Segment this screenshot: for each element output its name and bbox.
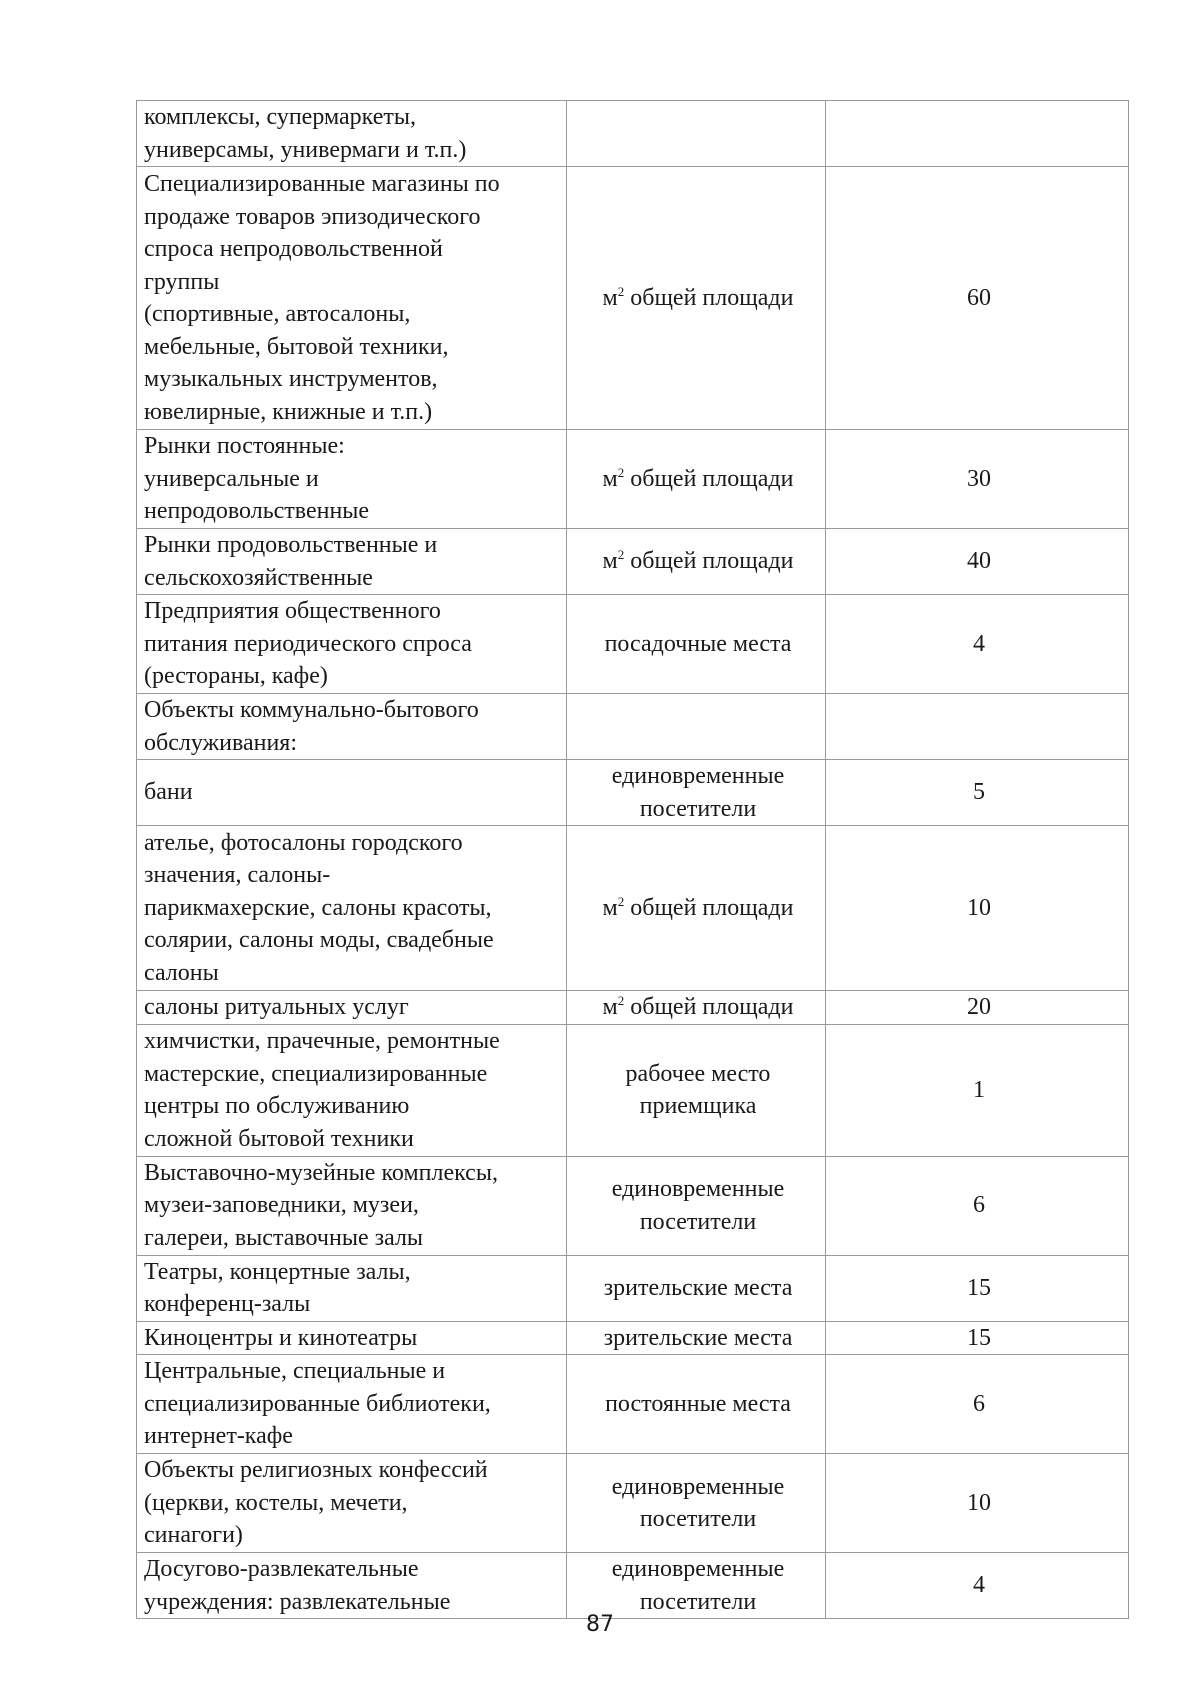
unit-cell: $м^2$ общей площади	[567, 529, 826, 595]
norms-table	[136, 100, 1129, 1619]
table-row	[137, 1454, 1129, 1553]
table-row	[137, 101, 1129, 167]
object-cell: Рынки продовольственные и сельскохозяйственные	[137, 529, 567, 595]
unit-cell: $м^2$ общей площади	[567, 430, 826, 529]
object-cell: комплексы, супермаркеты, универсамы, универмаги и т.п.)	[137, 101, 567, 167]
object-cell: Объекты религиозных конфессий (церкви, костелы, мечети, синагоги)	[137, 1454, 567, 1553]
unit-cell: рабочее место приемщика	[567, 1024, 826, 1156]
table-row	[137, 1553, 1129, 1619]
object-cell: Объекты коммунально-бытового обслуживания:	[137, 694, 567, 760]
object-cell: химчистки, прачечные, ремонтные мастерские, специализированные центры по обслуживанию сложной бытовой техники	[137, 1024, 567, 1156]
unit-cell: единовременные посетители	[567, 1454, 826, 1553]
unit-cell: единовременные посетители	[567, 1156, 826, 1255]
page-number: 87	[586, 1612, 614, 1637]
unit-cell: зрительские места	[567, 1321, 826, 1355]
unit-cell: $м^2$ общей площади	[567, 991, 826, 1025]
value-cell	[826, 101, 1129, 167]
value-cell: 10	[826, 826, 1129, 991]
table-row	[137, 1156, 1129, 1255]
value-cell: 5	[826, 760, 1129, 826]
value-cell: 15	[826, 1255, 1129, 1321]
unit-cell: зрительские места	[567, 1255, 826, 1321]
table-row	[137, 826, 1129, 991]
unit-cell: постоянные места	[567, 1355, 826, 1454]
object-cell: Выставочно-музейные комплексы, музеи-заповедники, музеи, галереи, выставочные залы	[137, 1156, 567, 1255]
value-cell: 10	[826, 1454, 1129, 1553]
table-row	[137, 167, 1129, 430]
value-cell: 40	[826, 529, 1129, 595]
object-cell: бани	[137, 760, 567, 826]
value-cell: 20	[826, 991, 1129, 1025]
object-cell: ателье, фотосалоны городского значения, салоны- парикмахерские, салоны красоты, солярии, салоны моды, свадебные салоны	[137, 826, 567, 991]
object-cell: салоны ритуальных услуг	[137, 991, 567, 1025]
object-cell: Предприятия общественного питания периодического спроса (рестораны, кафе)	[137, 595, 567, 694]
value-cell: 4	[826, 1553, 1129, 1619]
table-row	[137, 1255, 1129, 1321]
unit-cell: $м^2$ общей площади	[567, 826, 826, 991]
table-row	[137, 1024, 1129, 1156]
table-row	[137, 760, 1129, 826]
table-row	[137, 1355, 1129, 1454]
object-cell: Специализированные магазины по продаже товаров эпизодического спроса непродовольственной группы (спортивные, автосалоны, мебельные, бытовой техники, музыкальных инструментов, ювелирные, книжные и т.п.)	[137, 167, 567, 430]
unit-cell: $м^2$ общей площади	[567, 167, 826, 430]
unit-cell: единовременные посетители	[567, 1553, 826, 1619]
object-cell: Центральные, специальные и специализированные библиотеки, интернет-кафе	[137, 1355, 567, 1454]
object-cell: Досугово-развлекательные учреждения: развлекательные	[137, 1553, 567, 1619]
unit-cell: посадочные места	[567, 595, 826, 694]
object-cell: Театры, концертные залы, конференц-залы	[137, 1255, 567, 1321]
value-cell: 60	[826, 167, 1129, 430]
table-row	[137, 595, 1129, 694]
value-cell: 4	[826, 595, 1129, 694]
unit-cell	[567, 101, 826, 167]
value-cell	[826, 694, 1129, 760]
table-row	[137, 991, 1129, 1025]
object-cell: Рынки постоянные: универсальные и непродовольственные	[137, 430, 567, 529]
table-row	[137, 1321, 1129, 1355]
unit-cell	[567, 694, 826, 760]
value-cell: 6	[826, 1355, 1129, 1454]
table-row	[137, 430, 1129, 529]
value-cell: 30	[826, 430, 1129, 529]
value-cell: 15	[826, 1321, 1129, 1355]
unit-cell: единовременные посетители	[567, 760, 826, 826]
table-row	[137, 694, 1129, 760]
value-cell: 6	[826, 1156, 1129, 1255]
table-row	[137, 529, 1129, 595]
value-cell: 1	[826, 1024, 1129, 1156]
object-cell: Киноцентры и кинотеатры	[137, 1321, 567, 1355]
